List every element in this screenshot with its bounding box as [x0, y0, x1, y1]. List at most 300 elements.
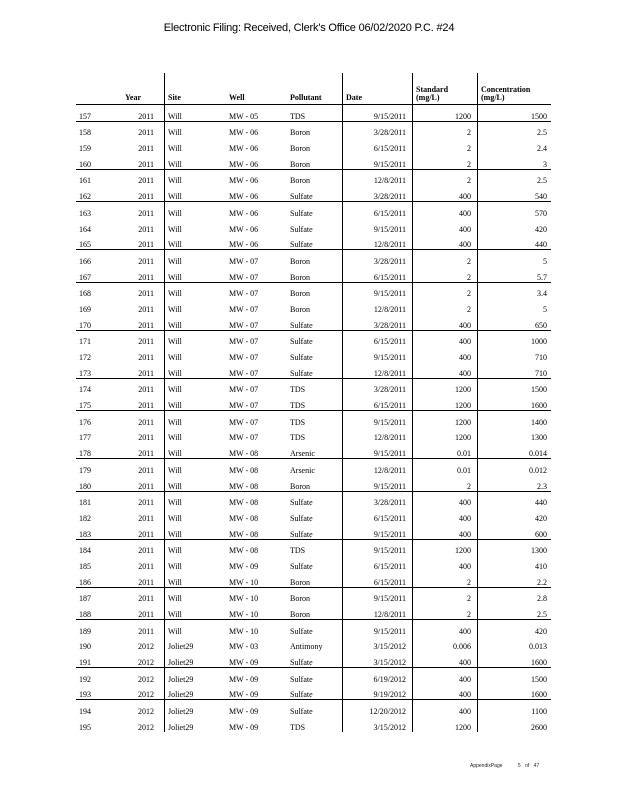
cell-standard: 400	[413, 555, 478, 571]
cell-well: MW - 07	[229, 401, 259, 411]
cell-concentration: 3	[478, 153, 552, 169]
table-row	[76, 587, 551, 603]
cell-well: MW - 09	[229, 658, 259, 668]
cell-concentration: 5.7	[478, 266, 552, 282]
table-row	[76, 250, 551, 266]
cell-date: 9/15/2011	[343, 153, 413, 169]
cell-standard: 2	[413, 475, 478, 491]
cell-concentration: 5	[478, 298, 552, 314]
cell-pollutant: Boron	[287, 121, 343, 137]
cell-well: MW - 07	[229, 368, 259, 378]
col-header-well: Well	[229, 93, 245, 102]
cell-site: Will	[165, 218, 227, 234]
cell-index: 165	[79, 240, 91, 250]
cell-site: Will	[165, 620, 227, 636]
table-row	[76, 507, 551, 523]
cell-concentration: 2600	[478, 716, 552, 732]
cell-well: MW - 07	[229, 272, 259, 282]
cell-index: 161	[76, 169, 109, 185]
cell-date: 6/15/2011	[343, 137, 413, 153]
table-row	[76, 378, 551, 394]
cell-site: Joliet29	[165, 684, 227, 700]
cell-concentration: 1500	[478, 105, 552, 122]
cell-standard: 2	[413, 153, 478, 169]
cell-site: Will	[165, 234, 227, 250]
cell-standard: 2	[413, 137, 478, 153]
cell-index: 178	[79, 449, 91, 459]
cell-pollutant: Sulfate	[290, 192, 313, 202]
cell-year: 2011	[138, 304, 154, 314]
cell-pollutant: Sulfate	[287, 491, 343, 507]
cell-date: 12/8/2011	[343, 427, 413, 443]
cell-site: Will	[165, 202, 227, 218]
cell-site: Will	[165, 121, 227, 137]
cell-concentration: 5	[478, 250, 552, 266]
cell-concentration: 410	[478, 555, 552, 571]
cell-well: MW - 07	[229, 320, 259, 330]
cell-year: 2012	[138, 722, 154, 732]
cell-year: 2011	[138, 368, 154, 378]
cell-year: 2011	[109, 250, 165, 266]
cell-date: 9/15/2011	[343, 346, 413, 362]
cell-well: MW - 09	[229, 690, 259, 700]
cell-pollutant: TDS	[287, 539, 343, 555]
cell-index: 157	[76, 105, 109, 122]
footer-of: of	[525, 763, 530, 769]
cell-standard: 400	[413, 362, 478, 378]
table-row	[76, 234, 551, 250]
cell-index: 189	[76, 620, 109, 636]
cell-year: 2011	[138, 192, 154, 202]
cell-site: Will	[165, 394, 227, 410]
cell-date: 9/15/2011	[343, 282, 413, 298]
cell-site: Will	[165, 137, 227, 153]
cell-site: Will	[165, 282, 227, 298]
cell-concentration: 1000	[478, 330, 552, 346]
cell-pollutant: Boron	[287, 587, 343, 603]
cell-well: MW - 06	[229, 192, 259, 202]
cell-pollutant: Arsenic	[290, 449, 315, 459]
cell-index: 181	[76, 491, 109, 507]
cell-concentration: 2.3	[478, 475, 552, 491]
cell-index: 158	[76, 121, 109, 137]
cell-index: 187	[76, 587, 109, 603]
table-row	[76, 459, 551, 475]
cell-well: MW - 10	[229, 610, 259, 619]
table-row	[76, 218, 551, 234]
cell-standard: 0.01	[413, 459, 478, 475]
cell-standard: 2	[413, 587, 478, 603]
cell-standard: 400	[413, 330, 478, 346]
cell-site: Will	[165, 587, 227, 603]
cell-standard: 1200	[413, 411, 478, 427]
cell-year: 2011	[138, 353, 154, 362]
cell-well: MW - 07	[229, 304, 259, 314]
cell-date: 12/8/2011	[343, 169, 413, 185]
cell-date: 3/28/2011	[343, 314, 413, 330]
cell-site: Will	[165, 507, 227, 523]
cell-year: 2011	[109, 105, 165, 122]
cell-index: 173	[79, 368, 91, 378]
cell-site: Will	[165, 330, 227, 346]
cell-standard: 2	[413, 250, 478, 266]
cell-date: 12/8/2011	[343, 298, 413, 314]
cell-well: MW - 09	[229, 722, 259, 732]
col-header-standard: Standard (mg/L)	[413, 73, 478, 105]
cell-concentration: 1400	[478, 411, 552, 427]
cell-year: 2012	[109, 668, 165, 684]
cell-index: 172	[79, 353, 91, 362]
cell-standard: 400	[413, 491, 478, 507]
cell-concentration: 420	[478, 507, 552, 523]
table-row	[76, 105, 551, 122]
cell-standard: 1200	[413, 539, 478, 555]
cell-concentration: 0.014	[478, 442, 552, 458]
cell-index: 170	[79, 320, 91, 330]
cell-index: 185	[79, 561, 91, 571]
cell-index: 166	[76, 250, 109, 266]
cell-well: MW - 06	[226, 202, 287, 218]
cell-concentration: 0.013	[478, 636, 552, 652]
cell-site: Joliet29	[165, 636, 227, 652]
cell-index: 159	[79, 144, 91, 154]
cell-index: 169	[79, 304, 91, 314]
cell-standard: 2	[413, 121, 478, 137]
table-row	[76, 137, 551, 153]
cell-pollutant: Boron	[287, 169, 343, 185]
cell-concentration: 440	[478, 491, 552, 507]
cell-concentration: 710	[478, 346, 552, 362]
cell-pollutant: Boron	[290, 304, 310, 314]
cell-year: 2011	[138, 224, 154, 234]
table-row	[76, 362, 551, 378]
cell-pollutant: Boron	[290, 159, 310, 169]
cell-year: 2011	[109, 202, 165, 218]
cell-standard: 400	[413, 314, 478, 330]
cell-site: Joliet29	[165, 716, 227, 732]
cell-year: 2011	[138, 272, 154, 282]
cell-standard: 400	[413, 651, 478, 667]
col-header-site: Site	[165, 73, 227, 105]
electronic-filing-stamp: Electronic Filing: Received, Clerk's Office 06/02/2020 P.C. #24	[163, 22, 455, 34]
cell-date: 6/19/2012	[343, 668, 413, 684]
cell-well: MW - 08	[226, 491, 287, 507]
cell-year: 2012	[138, 658, 154, 668]
cell-well: MW - 08	[229, 449, 259, 459]
cell-standard: 400	[413, 218, 478, 234]
cell-pollutant: Sulfate	[287, 700, 343, 716]
cell-concentration: 1600	[478, 394, 552, 410]
cell-well: MW - 07	[226, 250, 287, 266]
cell-concentration: 570	[478, 202, 552, 218]
cell-date: 9/15/2011	[343, 411, 413, 427]
col-header-date: Date	[343, 73, 413, 105]
cell-year: 2011	[138, 577, 154, 587]
cell-standard: 400	[413, 620, 478, 636]
cell-year: 2011	[138, 159, 154, 169]
cell-site: Will	[165, 603, 227, 619]
cell-concentration: 3.4	[478, 282, 552, 298]
cell-date: 3/28/2011	[343, 250, 413, 266]
cell-pollutant: Sulfate	[290, 529, 313, 539]
table-row	[76, 684, 551, 700]
cell-date: 9/15/2011	[343, 442, 413, 458]
cell-pollutant: TDS	[290, 433, 306, 443]
cell-date: 6/15/2011	[343, 266, 413, 282]
cell-date: 6/15/2011	[343, 202, 413, 218]
table-row	[76, 620, 551, 636]
cell-index: 180	[79, 481, 91, 491]
table-row	[76, 314, 551, 330]
cell-pollutant: Sulfate	[290, 513, 313, 523]
table-row	[76, 282, 551, 298]
cell-year: 2011	[109, 411, 165, 427]
col-header-pollutant: Pollutant	[290, 93, 322, 102]
cell-date: 3/28/2011	[343, 121, 413, 137]
cell-concentration: 1500	[478, 668, 552, 684]
cell-standard: 400	[413, 700, 478, 716]
cell-date: 3/28/2011	[343, 185, 413, 201]
cell-site: Will	[165, 523, 227, 539]
cell-pollutant: TDS	[290, 401, 306, 411]
table-row	[76, 603, 551, 619]
cell-concentration: 0.012	[478, 459, 552, 475]
cell-year: 2012	[109, 700, 165, 716]
cell-standard: 400	[413, 684, 478, 700]
cell-concentration: 1300	[478, 427, 552, 443]
cell-well: MW - 08	[229, 513, 259, 523]
table-row	[76, 266, 551, 282]
cell-year: 2011	[138, 610, 154, 619]
cell-standard: 400	[413, 234, 478, 250]
cell-index: 174	[76, 378, 109, 394]
cell-well: MW - 09	[229, 561, 259, 571]
cell-pollutant: Sulfate	[290, 690, 313, 700]
table-row	[76, 442, 551, 458]
cell-index: 175	[79, 401, 91, 411]
cell-standard: 400	[413, 202, 478, 218]
cell-standard: 2	[413, 266, 478, 282]
cell-standard: 2	[413, 298, 478, 314]
cell-concentration: 2.2	[478, 571, 552, 587]
cell-concentration: 420	[478, 218, 552, 234]
table-row	[76, 539, 551, 555]
cell-pollutant: Sulfate	[290, 240, 313, 250]
table-row	[76, 523, 551, 539]
cell-pollutant: TDS	[290, 722, 306, 732]
cell-concentration: 2.8	[478, 587, 552, 603]
cell-pollutant: Sulfate	[287, 620, 343, 636]
cell-site: Will	[165, 105, 227, 122]
cell-well: MW - 09	[226, 668, 287, 684]
cell-year: 2011	[138, 401, 154, 411]
table-row	[76, 121, 551, 137]
cell-standard: 400	[413, 346, 478, 362]
cell-pollutant: Sulfate	[290, 658, 313, 668]
table-row	[76, 475, 551, 491]
cell-pollutant: Boron	[287, 250, 343, 266]
cell-standard: 400	[413, 523, 478, 539]
cell-pollutant: TDS	[287, 105, 343, 122]
table-row	[76, 330, 551, 346]
cell-index: 182	[79, 513, 91, 523]
cell-well: MW - 08	[226, 459, 287, 475]
table-row	[76, 427, 551, 443]
cell-index: 183	[79, 529, 91, 539]
cell-site: Will	[165, 555, 227, 571]
table-header-row	[76, 73, 551, 105]
cell-well: MW - 07	[226, 282, 287, 298]
cell-site: Will	[165, 362, 227, 378]
table-row	[76, 394, 551, 410]
cell-well: MW - 06	[226, 169, 287, 185]
cell-year: 2011	[109, 587, 165, 603]
cell-year: 2011	[138, 561, 154, 571]
cell-index: 188	[79, 610, 91, 619]
cell-site: Joliet29	[165, 668, 227, 684]
table-row	[76, 636, 551, 652]
cell-year: 2011	[109, 121, 165, 137]
cell-pollutant: Arsenic	[287, 459, 343, 475]
cell-date: 9/15/2011	[343, 523, 413, 539]
cell-year: 2011	[109, 620, 165, 636]
cell-date: 9/15/2011	[343, 620, 413, 636]
cell-site: Will	[165, 442, 227, 458]
cell-index: 179	[76, 459, 109, 475]
table-row	[76, 555, 551, 571]
cell-concentration: 2.4	[478, 137, 552, 153]
cell-concentration: 440	[478, 234, 552, 250]
cell-pollutant: Sulfate	[287, 202, 343, 218]
cell-well: MW - 07	[226, 330, 287, 346]
table-row	[76, 153, 551, 169]
cell-pollutant: Boron	[290, 577, 310, 587]
cell-well: MW - 06	[229, 159, 259, 169]
cell-standard: 2	[413, 571, 478, 587]
cell-year: 2011	[109, 539, 165, 555]
cell-concentration: 1600	[478, 684, 552, 700]
cell-index: 162	[79, 192, 91, 202]
cell-concentration: 1300	[478, 539, 552, 555]
cell-year: 2011	[138, 449, 154, 459]
table-row	[76, 716, 551, 732]
table-row	[76, 346, 551, 362]
cell-well: MW - 10	[226, 587, 287, 603]
cell-index: 160	[79, 159, 91, 169]
cell-site: Will	[165, 571, 227, 587]
cell-concentration: 600	[478, 523, 552, 539]
cell-year: 2011	[138, 433, 154, 443]
cell-concentration: 1500	[478, 378, 552, 394]
cell-date: 12/8/2011	[343, 234, 413, 250]
cell-year: 2011	[138, 240, 154, 250]
cell-pollutant: Sulfate	[290, 353, 313, 362]
cell-well: MW - 07	[229, 433, 259, 443]
cell-well: MW - 03	[229, 642, 259, 652]
cell-site: Will	[165, 459, 227, 475]
cell-pollutant: Boron	[290, 610, 310, 619]
cell-standard: 400	[413, 185, 478, 201]
cell-concentration: 710	[478, 362, 552, 378]
table-row	[76, 491, 551, 507]
cell-standard: 1200	[413, 394, 478, 410]
cell-site: Will	[165, 539, 227, 555]
cell-pollutant: Sulfate	[290, 561, 313, 571]
cell-pollutant: Boron	[290, 144, 310, 154]
cell-pollutant: TDS	[287, 378, 343, 394]
cell-site: Joliet29	[165, 700, 227, 716]
table-row	[76, 668, 551, 684]
cell-well: MW - 07	[226, 411, 287, 427]
cell-year: 2011	[138, 529, 154, 539]
cell-standard: 0.01	[413, 442, 478, 458]
cell-standard: 0.006	[413, 636, 478, 652]
cell-index: 163	[76, 202, 109, 218]
cell-date: 9/15/2011	[343, 475, 413, 491]
cell-concentration: 2.5	[478, 121, 552, 137]
cell-site: Will	[165, 411, 227, 427]
cell-site: Will	[165, 346, 227, 362]
table-row	[76, 411, 551, 427]
cell-index: 191	[79, 658, 91, 668]
col-header-year: Year	[125, 93, 141, 102]
cell-well: MW - 08	[229, 481, 259, 491]
cell-index: 186	[79, 577, 91, 587]
cell-index: 192	[76, 668, 109, 684]
cell-site: Will	[165, 475, 227, 491]
table-row	[76, 202, 551, 218]
cell-concentration: 1100	[478, 700, 552, 716]
cell-date: 9/19/2012	[343, 684, 413, 700]
cell-standard: 2	[413, 282, 478, 298]
cell-date: 3/15/2012	[343, 651, 413, 667]
cell-index: 190	[79, 642, 91, 652]
cell-site: Will	[165, 185, 227, 201]
cell-pollutant: Sulfate	[287, 330, 343, 346]
cell-date: 6/15/2011	[343, 507, 413, 523]
cell-index: 195	[79, 722, 91, 732]
cell-date: 3/15/2012	[343, 636, 413, 652]
cell-date: 6/15/2011	[343, 330, 413, 346]
table-row	[76, 298, 551, 314]
table-row	[76, 700, 551, 716]
cell-index: 168	[76, 282, 109, 298]
cell-well: MW - 08	[226, 539, 287, 555]
cell-date: 6/15/2011	[343, 394, 413, 410]
table-row	[76, 169, 551, 185]
cell-site: Will	[165, 427, 227, 443]
cell-well: MW - 09	[226, 700, 287, 716]
page-footer	[470, 763, 553, 769]
cell-site: Will	[165, 378, 227, 394]
cell-date: 12/8/2011	[343, 603, 413, 619]
cell-pollutant: Antimony	[290, 642, 323, 652]
cell-date: 3/28/2011	[343, 378, 413, 394]
cell-site: Will	[165, 153, 227, 169]
table-row	[76, 571, 551, 587]
cell-date: 9/15/2011	[343, 218, 413, 234]
cell-standard: 400	[413, 668, 478, 684]
cell-well: MW - 07	[229, 353, 259, 362]
cell-site: Will	[165, 250, 227, 266]
cell-well: MW - 06	[229, 224, 259, 234]
cell-concentration: 540	[478, 185, 552, 201]
cell-pollutant: Boron	[287, 282, 343, 298]
cell-pollutant: Boron	[290, 272, 310, 282]
cell-year: 2012	[138, 690, 154, 700]
cell-site: Will	[165, 491, 227, 507]
cell-year: 2011	[109, 459, 165, 475]
